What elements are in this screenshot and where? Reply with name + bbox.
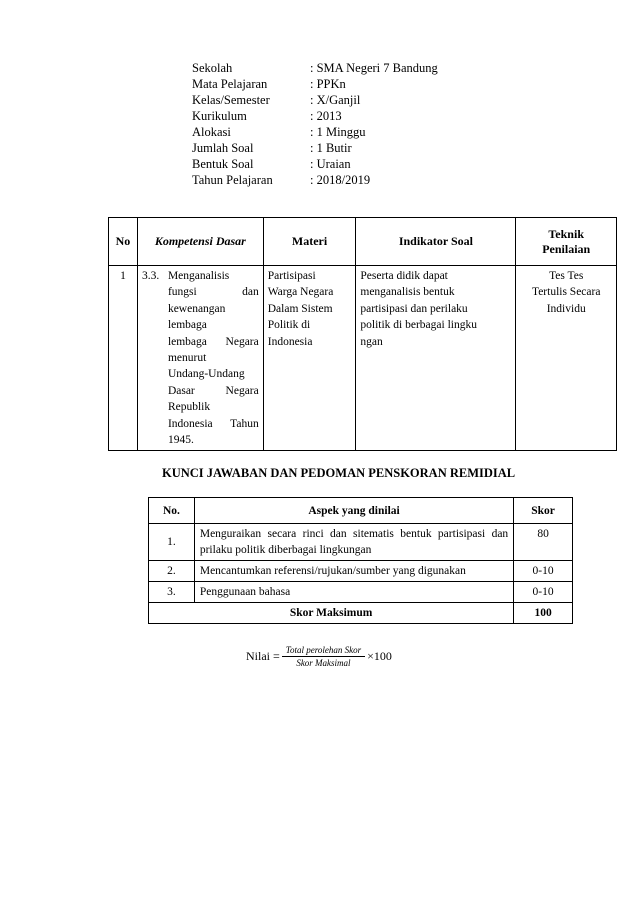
cell-no: 2. <box>149 561 195 582</box>
info-label: Kurikulum <box>192 109 247 123</box>
header-aspek: Aspek yang dinilai <box>194 498 513 524</box>
cell-aspek: Mencantumkan referensi/rujukan/sumber yang digunakan <box>194 561 513 582</box>
materi-line: Politik di <box>267 319 311 332</box>
kd-line <box>168 416 259 432</box>
info-value: : 2018/2019 <box>310 173 371 187</box>
table-row <box>149 561 573 582</box>
cell-skor: 0-10 <box>514 561 573 582</box>
kd-word: Indonesia <box>167 417 213 430</box>
indikator-line: politik di berbagai lingku <box>360 319 477 332</box>
cell-no: 1. <box>149 524 195 561</box>
kd-number: 3.3. <box>141 270 160 282</box>
cell-indikator-soal <box>356 266 516 451</box>
materi-line: Dalam Sistem <box>267 302 333 315</box>
info-row <box>192 76 438 92</box>
teknik-line: Tes Tes <box>549 270 584 282</box>
formula-fraction <box>282 645 365 668</box>
info-row <box>192 124 438 140</box>
info-row <box>192 156 438 172</box>
table-row <box>109 266 617 451</box>
info-row <box>192 92 438 108</box>
header-kompetensi-dasar: Kompetensi Dasar <box>137 218 263 266</box>
cell-materi <box>263 266 356 451</box>
indikator-line: Peserta didik dapat <box>360 270 448 282</box>
info-row <box>192 60 438 76</box>
info-row <box>192 172 438 188</box>
materi-line: Partisipasi <box>267 270 316 282</box>
table-row <box>149 582 573 603</box>
kd-word: Negara <box>225 335 259 348</box>
info-value: : 1 Minggu <box>310 125 366 139</box>
header-no: No. <box>149 498 195 524</box>
formula-numerator: Total perolehan Skor <box>282 645 365 657</box>
materi-line: Indonesia <box>267 335 313 348</box>
header-indikator-soal: Indikator Soal <box>356 218 516 266</box>
kd-line: menurut <box>167 352 207 365</box>
cell-no: 1 <box>109 266 138 451</box>
info-value: : 2013 <box>310 109 342 123</box>
info-value: : 1 Butir <box>310 141 352 155</box>
header-teknik-penilaian <box>516 218 617 266</box>
header-skor: Skor <box>514 498 573 524</box>
materi-line: Warga Negara <box>267 286 334 299</box>
info-label: Bentuk Soal <box>192 157 254 171</box>
kd-word: Negara <box>225 384 259 397</box>
info-label: Kelas/Semester <box>192 93 270 107</box>
kd-word: lembaga <box>167 335 207 348</box>
nilai-formula <box>246 645 392 668</box>
kd-line <box>168 334 259 350</box>
scoring-table <box>148 497 573 624</box>
kd-line: Menganalisis <box>167 270 230 282</box>
school-info-block <box>192 60 438 188</box>
question-grid-table <box>108 217 617 451</box>
formula-prefix: Nilai = <box>246 649 280 663</box>
kd-line: Republik <box>167 401 211 414</box>
header-materi: Materi <box>263 218 356 266</box>
cell-kompetensi-dasar <box>137 266 263 451</box>
cell-skor: 80 <box>514 524 573 561</box>
total-row <box>149 603 573 624</box>
info-label: Tahun Pelajaran <box>192 173 273 187</box>
cell-teknik-penilaian <box>516 266 617 451</box>
formula-suffix: ×100 <box>367 649 392 663</box>
header-teknik-line: Teknik <box>548 226 584 241</box>
kunci-jawaban-heading: KUNCI JAWABAN DAN PEDOMAN PENSKORAN REMIDIAL <box>162 466 516 480</box>
indikator-line: menganalisis bentuk <box>360 286 455 299</box>
info-label: Mata Pelajaran <box>192 77 268 91</box>
teknik-line: Tertulis Secara <box>531 286 601 299</box>
kd-text <box>168 268 259 448</box>
kd-line: lembaga <box>167 319 207 332</box>
info-label: Sekolah <box>192 61 233 75</box>
kd-line: Undang-Undang <box>167 368 245 381</box>
cell-aspek: Penggunaan bahasa <box>194 582 513 603</box>
info-value: : X/Ganjil <box>310 93 361 107</box>
info-value: : PPKn <box>310 77 346 91</box>
info-value: : Uraian <box>310 157 351 171</box>
indikator-line: partisipasi dan perilaku <box>360 302 468 315</box>
kd-line: 1945. <box>167 434 194 447</box>
cell-skor: 0-10 <box>514 582 573 603</box>
info-label: Alokasi <box>192 125 231 139</box>
indikator-line: ngan <box>360 335 383 348</box>
table-header-row <box>109 218 617 266</box>
total-value: 100 <box>514 603 573 624</box>
table-row <box>149 524 573 561</box>
header-no: No <box>109 218 138 266</box>
cell-aspek: Menguraikan secara rinci dan sitematis bentuk partisipasi dan prilaku politik diberbagai lingkungan <box>194 524 513 561</box>
info-row <box>192 140 438 156</box>
kd-word: fungsi <box>167 286 197 299</box>
formula-denominator: Skor Maksimal <box>296 658 351 668</box>
cell-no: 3. <box>149 582 195 603</box>
kd-word: dan <box>242 286 259 299</box>
kd-line: kewenangan <box>167 302 226 315</box>
info-row <box>192 108 438 124</box>
kd-content <box>142 268 259 448</box>
info-label: Jumlah Soal <box>192 141 254 155</box>
kd-word: Dasar <box>167 384 195 397</box>
kd-line <box>168 284 259 300</box>
header-penilaian-line: Penilaian <box>542 241 591 256</box>
total-label: Skor Maksimum <box>149 603 514 624</box>
kd-word: Tahun <box>230 417 259 430</box>
kd-line <box>168 383 259 399</box>
info-value: : SMA Negeri 7 Bandung <box>310 61 438 75</box>
teknik-line: Individu <box>546 302 586 315</box>
table-header-row <box>149 498 573 524</box>
